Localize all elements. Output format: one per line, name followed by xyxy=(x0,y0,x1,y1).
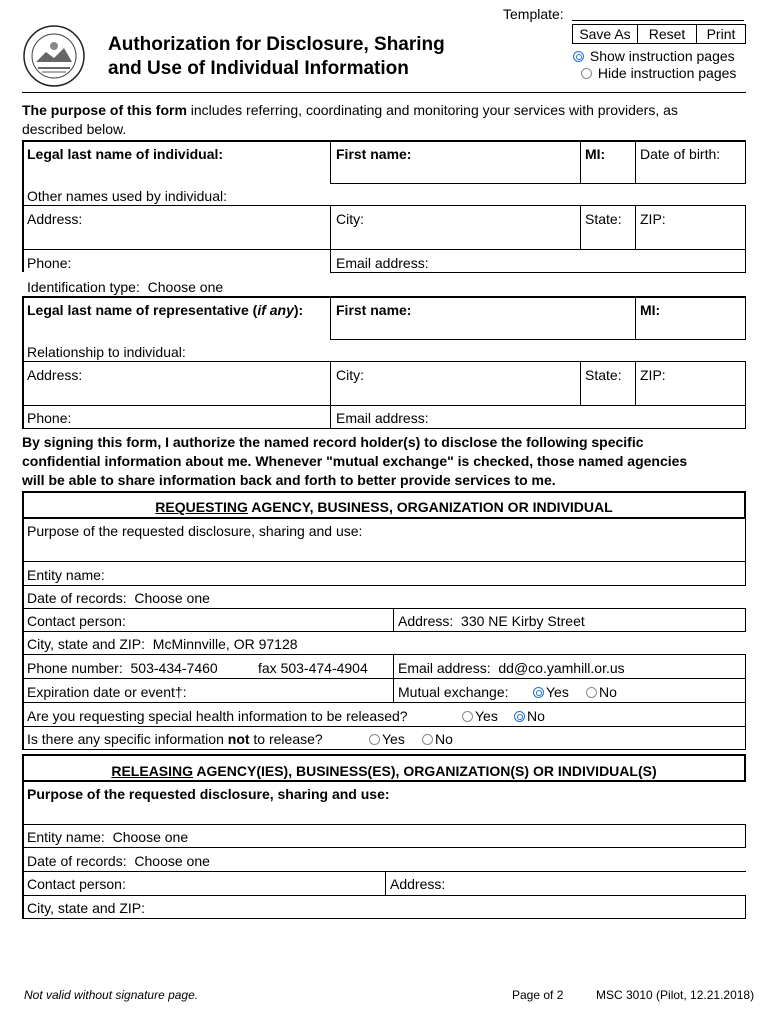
intro-text: The purpose of this form includes referring, coordinating and monitoring your services with providers, as xyxy=(22,102,678,118)
radio-selected-icon xyxy=(573,51,584,62)
radio-unselected-icon xyxy=(581,68,592,79)
state-seal-logo xyxy=(22,24,86,88)
authorization-line3: will be able to share information back and forth to better provide services to me. xyxy=(22,472,556,488)
phone-label: Phone: xyxy=(27,255,72,271)
id-type-field[interactable]: Identification type: Choose one xyxy=(27,279,224,295)
req-expiration-label: Expiration date or event†: xyxy=(27,684,187,700)
special-health-no-radio[interactable]: No xyxy=(514,708,545,724)
releasing-section-title: RELEASING AGENCY(IES), BUSINESS(ES), ORGANIZATION(S) OR INDIVIDUAL(S) xyxy=(111,763,657,779)
req-fax-field: fax 503-474-4904 xyxy=(258,660,368,676)
rel-entity-name-field[interactable]: Entity name: Choose one xyxy=(27,829,189,845)
specific-not-no-radio[interactable]: No xyxy=(422,731,453,747)
city-label: City: xyxy=(336,211,364,227)
mutual-exchange-label: Mutual exchange: xyxy=(398,684,509,700)
save-as-button[interactable]: Save As xyxy=(572,24,638,44)
header-divider xyxy=(22,92,746,93)
legal-last-name-label: Legal last name of individual: xyxy=(27,146,224,162)
rep-email-label: Email address: xyxy=(336,410,429,426)
first-name-label: First name: xyxy=(336,146,412,162)
radio-unselected-icon xyxy=(586,687,597,698)
special-health-yes-radio[interactable]: Yes xyxy=(462,708,498,724)
show-instructions-option[interactable]: Show instruction pages xyxy=(573,48,735,64)
radio-unselected-icon xyxy=(462,711,473,722)
radio-selected-icon xyxy=(533,687,544,698)
special-health-question: Are you requesting special health information to be released? xyxy=(27,708,408,724)
req-city-state-zip-field: City, state and ZIP: McMinnville, OR 97128 xyxy=(27,636,298,652)
zip-label: ZIP: xyxy=(640,211,666,227)
authorization-line2: confidential information about me. Whenever "mutual exchange" is checked, those named agencies xyxy=(22,453,688,469)
form-title-line2: and Use of Individual Information xyxy=(108,58,409,79)
authorization-line1: By signing this form, I authorize the named record holder(s) to disclose the following specific xyxy=(22,434,644,450)
relationship-label: Relationship to individual: xyxy=(27,344,186,360)
rep-address-label: Address: xyxy=(27,367,83,383)
requesting-section-title: REQUESTING AGENCY, BUSINESS, ORGANIZATION OR INDIVIDUAL xyxy=(155,499,613,515)
rep-phone-label: Phone: xyxy=(27,410,72,426)
rep-city-label: City: xyxy=(336,367,364,383)
mutual-exchange-yes-radio[interactable]: Yes xyxy=(533,684,569,700)
radio-selected-icon xyxy=(514,711,525,722)
template-field[interactable] xyxy=(572,20,744,21)
other-names-label: Other names used by individual: xyxy=(27,188,227,204)
mi-label: MI: xyxy=(585,146,606,162)
req-address-field: Address: 330 NE Kirby Street xyxy=(398,613,585,629)
state-label: State: xyxy=(585,211,622,227)
req-contact-person-label: Contact person: xyxy=(27,613,126,629)
rep-mi-label: MI: xyxy=(640,302,661,318)
address-label: Address: xyxy=(27,211,83,227)
radio-unselected-icon xyxy=(369,734,380,745)
page-number: Page of 2 xyxy=(512,988,564,1002)
hide-instructions-option[interactable]: Hide instruction pages xyxy=(581,65,736,81)
rep-first-name-label: First name: xyxy=(336,302,412,318)
dob-label: Date of birth: xyxy=(640,146,721,162)
rel-purpose-label: Purpose of the requested disclosure, sharing and use: xyxy=(27,786,390,802)
req-date-of-records-field[interactable]: Date of records: Choose one xyxy=(27,590,210,606)
rep-zip-label: ZIP: xyxy=(640,367,666,383)
radio-unselected-icon xyxy=(422,734,433,745)
form-id: MSC 3010 (Pilot, 12.21.2018) xyxy=(596,988,755,1002)
req-email-field: Email address: dd@co.yamhill.or.us xyxy=(398,660,625,676)
form-title-line1: Authorization for Disclosure, Sharing xyxy=(108,34,445,55)
rel-date-of-records-field[interactable]: Date of records: Choose one xyxy=(27,853,210,869)
reset-button[interactable]: Reset xyxy=(637,24,697,44)
not-valid-note: Not valid without signature page. xyxy=(24,988,199,1002)
email-label: Email address: xyxy=(336,255,429,271)
rep-state-label: State: xyxy=(585,367,622,383)
print-button[interactable]: Print xyxy=(696,24,746,44)
rel-contact-person-label: Contact person: xyxy=(27,876,126,892)
specific-not-question: Is there any specific information not to release? xyxy=(27,731,323,747)
req-phone-field: Phone number: 503-434-7460 xyxy=(27,660,218,676)
intro-text-line2: described below. xyxy=(22,121,127,137)
req-entity-name-label: Entity name: xyxy=(27,567,105,583)
req-purpose-label: Purpose of the requested disclosure, sharing and use: xyxy=(27,523,363,539)
rel-address-label: Address: xyxy=(390,876,446,892)
template-label: Template: xyxy=(503,6,564,22)
rep-legal-last-name-label: Legal last name of representative (if any): xyxy=(27,302,304,318)
rel-city-state-zip-label: City, state and ZIP: xyxy=(27,900,146,916)
specific-not-yes-radio[interactable]: Yes xyxy=(369,731,405,747)
mutual-exchange-no-radio[interactable]: No xyxy=(586,684,617,700)
